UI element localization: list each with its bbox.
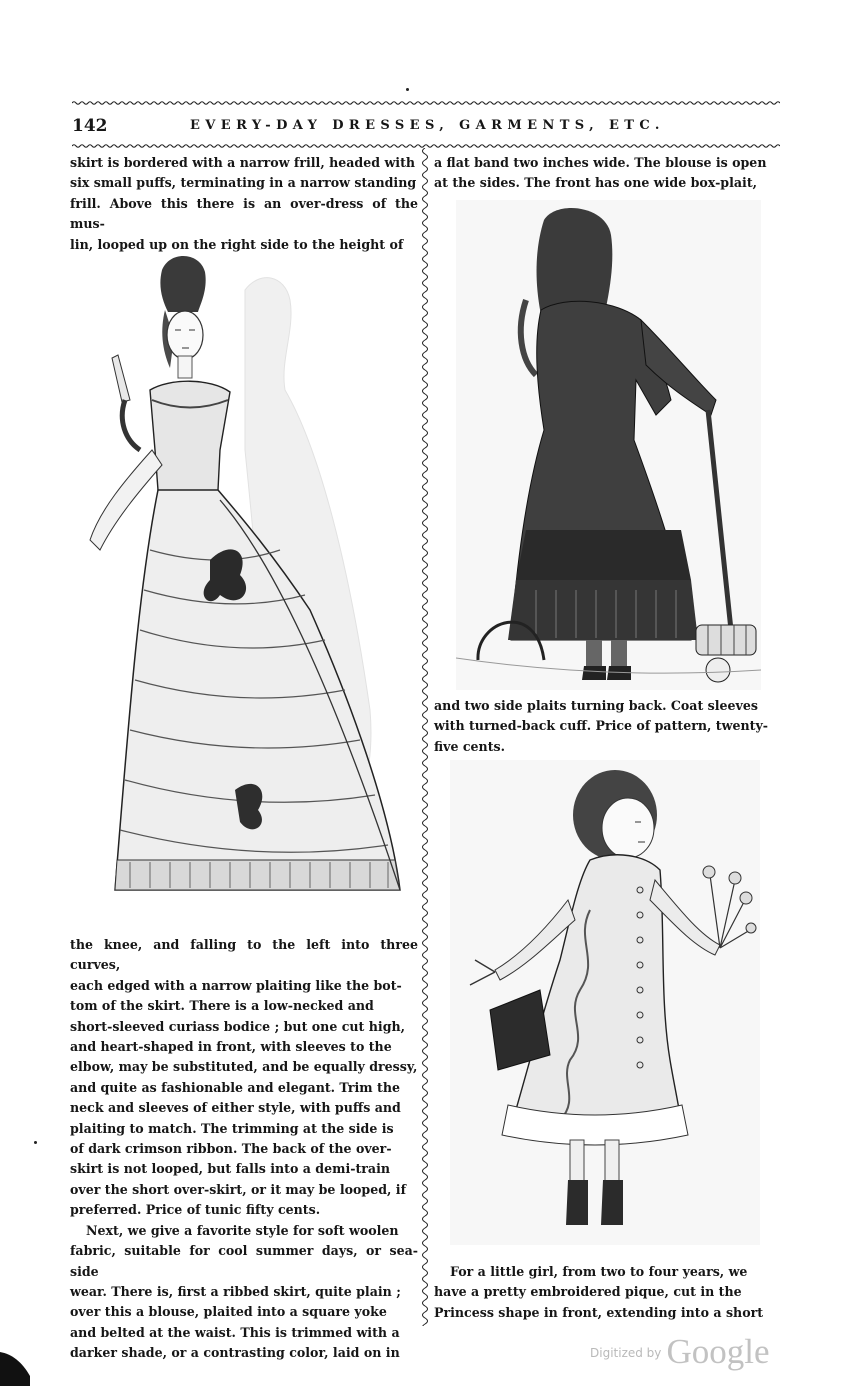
text-line: of dark crimson ribbon. The back of the over- [70,1141,392,1157]
text-line: Princess shape in front, extending into a short [434,1304,764,1320]
right-column-top-text [434,153,782,194]
text-line: and quite as fashionable and elegant. Trim the [70,1079,401,1095]
text-line: five cents. [434,738,505,754]
watermark-prefix: Digitized by [590,1346,662,1360]
text-line: frill. Above this there is an over-dress of the mus- [70,195,418,232]
text-line: the knee, and falling to the left into three curves, [70,937,418,973]
text-line: For a little girl, from two to four years, we [450,1264,748,1279]
left-column-top-text [70,153,418,255]
page-header [72,116,780,138]
text-line: a flat band two inches wide. The blouse is open [434,155,767,170]
text-line: wear. There is, first a ribbed skirt, quite plain ; [70,1283,401,1299]
text-line: each edged with a narrow plaiting like the bot- [70,977,402,993]
text-line: short-sleeved curiass bodice ; but one cut high, [70,1018,406,1034]
column-divider [418,148,432,1326]
text-line: at the sides. The front has one wide box-plait, [434,175,758,191]
text-line: elbow, may be substituted, and be equally dressy, [70,1059,418,1075]
illustration-girl-croquet [456,200,761,690]
text-line: neck and sleeves of either style, with puffs and [70,1100,401,1116]
text-line: skirt is not looped, but falls into a demi-train [70,1161,391,1177]
digitized-watermark [590,1332,770,1372]
text-line: Next, we give a favorite style for soft woolen [86,1222,399,1238]
text-line: and two side plaits turning back. Coat sleeves [434,698,758,713]
text-line: fabric, suitable for cool summer days, or sea-side [70,1243,418,1279]
page-number: 142 [72,116,108,136]
text-line: and heart-shaped in front, with sleeves to the [70,1039,392,1055]
text-line: over the short over-skirt, or it may be looped, if [70,1181,406,1197]
google-logo-text: Google [666,1332,770,1371]
text-line: have a pretty embroidered pique, cut in the [434,1284,742,1300]
right-column-middle-text [434,696,782,757]
text-line: preferred. Price of tunic fifty cents. [70,1202,321,1218]
corner-tab-shape [0,1352,34,1386]
left-column-bottom-text [70,935,418,1364]
text-line: darker shade, or a contrasting color, laid on in [70,1345,400,1361]
text-line: lin, looped up on the right side to the height of [70,236,404,252]
illustration-little-girl-flowers [450,760,760,1245]
print-speck [34,1141,37,1144]
text-line: and belted at the waist. This is trimmed with a [70,1324,400,1340]
text-line: over this a blouse, plaited into a square yoke [70,1304,387,1320]
text-line: plaiting to match. The trimming at the side is [70,1120,394,1136]
text-line: skirt is bordered with a narrow frill, headed with [70,155,416,170]
illustration-woman-gown [70,250,415,912]
text-line: with turned-back cuff. Price of pattern, twenty- [434,718,768,734]
text-line: six small puffs, terminating in a narrow standing [70,175,417,191]
print-speck [406,88,409,91]
text-line: tom of the skirt. There is a low-necked and [70,998,374,1014]
running-title: EVERY-DAY DRESSES, GARMENTS, ETC. [190,118,665,133]
right-column-bottom-text [434,1262,782,1323]
top-wavy-rule [72,100,780,106]
